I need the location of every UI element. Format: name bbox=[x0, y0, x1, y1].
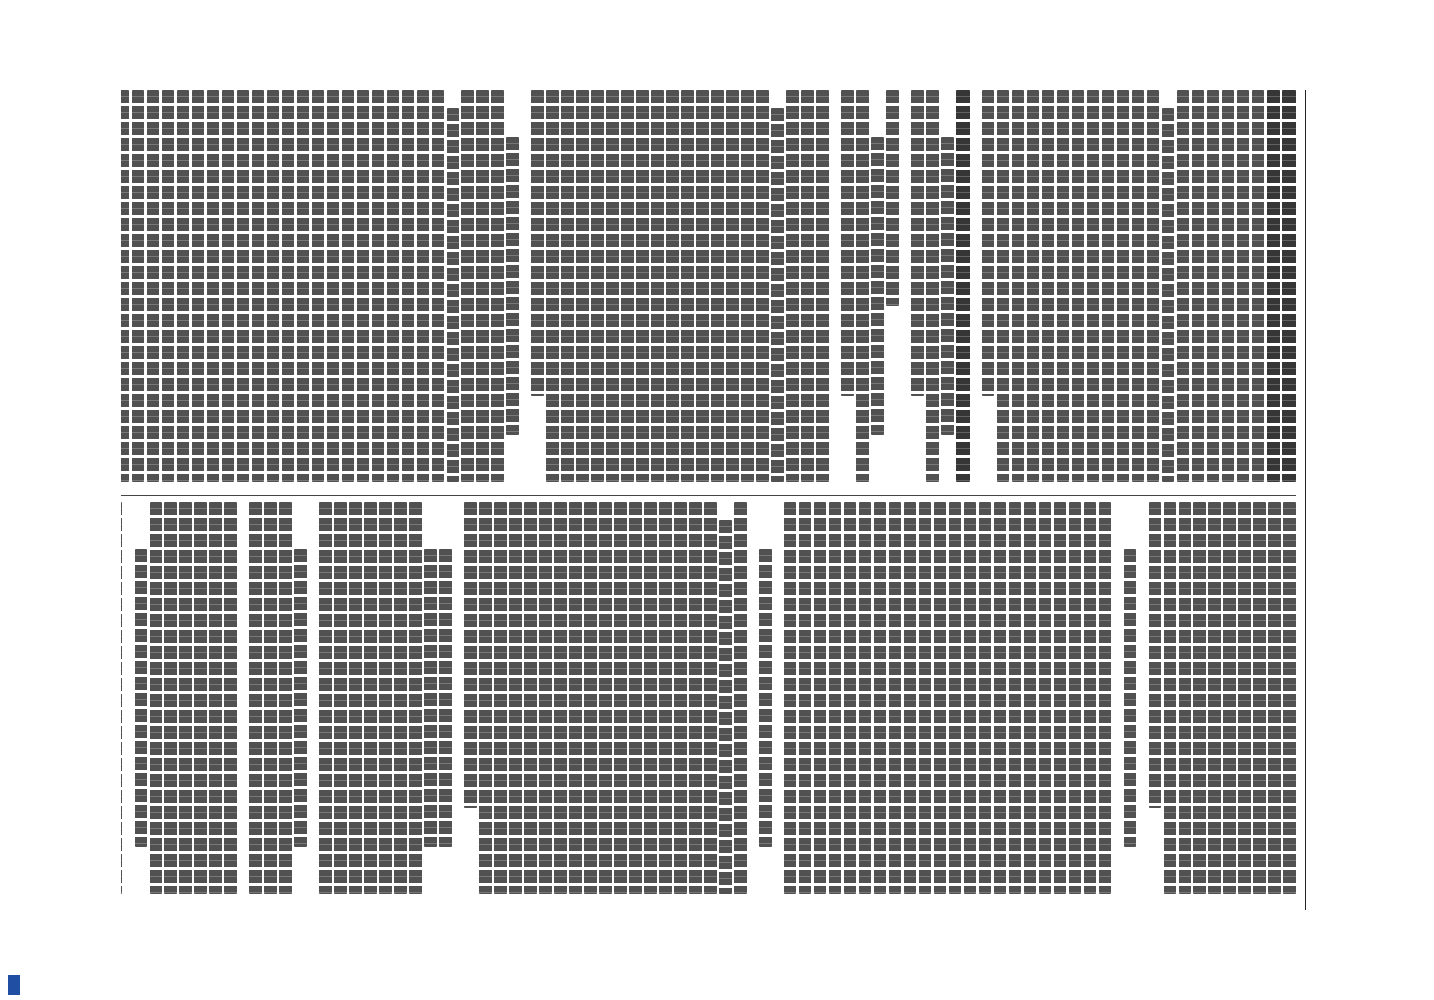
left-column-text-line bbox=[491, 90, 504, 482]
left-column-text-line bbox=[926, 90, 939, 482]
left-column-text-line bbox=[786, 90, 799, 482]
left-column-text-line bbox=[1252, 90, 1265, 482]
page-header bbox=[1305, 90, 1340, 910]
left-column-text-line bbox=[267, 90, 280, 482]
left-column-text-line bbox=[1132, 90, 1145, 482]
right-column-text-line bbox=[179, 502, 192, 894]
left-column-text-line bbox=[237, 90, 250, 482]
right-column-text-line bbox=[889, 502, 902, 894]
right-column-text-line bbox=[629, 502, 642, 894]
left-column-text-line bbox=[387, 90, 400, 482]
left-column-text-line bbox=[756, 90, 769, 482]
right-column-text-line bbox=[1179, 502, 1192, 894]
right-column-text-line bbox=[979, 502, 992, 894]
right-column-text-line bbox=[539, 502, 552, 894]
right-column-text-line bbox=[674, 502, 687, 894]
left-column-text-line bbox=[162, 90, 175, 482]
right-column-text-line bbox=[644, 502, 657, 894]
right-column-text-line bbox=[1164, 502, 1177, 894]
right-column-text-line bbox=[464, 502, 477, 808]
left-column-text-line bbox=[1087, 90, 1100, 482]
left-column-text-line bbox=[417, 90, 430, 482]
left-column-text-line bbox=[372, 90, 385, 482]
left-column-text-line bbox=[696, 90, 709, 482]
right-column-text-line bbox=[509, 502, 522, 894]
right-column-text-line bbox=[165, 502, 178, 894]
left-column-text-line bbox=[1117, 90, 1130, 482]
left-column-text-line bbox=[252, 90, 265, 482]
right-column-text-line bbox=[859, 502, 872, 894]
right-column-text-line bbox=[439, 549, 452, 847]
digitization-credit bbox=[6, 60, 22, 1000]
right-column-text-line bbox=[1223, 502, 1236, 894]
right-column-text-line bbox=[614, 502, 627, 894]
right-column-text-line bbox=[1194, 502, 1207, 894]
right-text-column bbox=[121, 502, 1296, 894]
right-column-text-line bbox=[1024, 502, 1037, 894]
right-column-text-line bbox=[1149, 502, 1162, 808]
right-column-text-line bbox=[494, 502, 507, 894]
right-column-text-line bbox=[224, 502, 237, 894]
left-column-text-line bbox=[651, 90, 664, 482]
left-column-text-line bbox=[342, 90, 355, 482]
left-column-text-line bbox=[1057, 90, 1070, 482]
right-column-text-line bbox=[814, 502, 827, 894]
left-column-text-line bbox=[462, 90, 475, 482]
left-column-text-line bbox=[591, 90, 604, 482]
right-column-text-line bbox=[904, 502, 917, 894]
right-column-text-line bbox=[1099, 502, 1112, 894]
left-column-text-line bbox=[222, 90, 235, 482]
left-column-text-line bbox=[711, 90, 724, 482]
right-column-text-line bbox=[949, 502, 962, 894]
scanned-page bbox=[110, 90, 1340, 910]
right-column-text-line bbox=[135, 549, 148, 847]
left-column-text-line bbox=[886, 90, 899, 306]
left-column-text-line bbox=[1027, 90, 1040, 482]
right-column-text-line bbox=[659, 502, 672, 894]
right-column-text-line bbox=[1283, 502, 1296, 894]
left-column-text-line bbox=[1012, 90, 1025, 482]
right-column-text-line bbox=[599, 502, 612, 894]
right-column-text-line bbox=[689, 502, 702, 894]
left-column-text-line bbox=[476, 90, 489, 482]
left-column-text-line bbox=[1207, 90, 1220, 482]
right-column-text-line bbox=[409, 502, 422, 894]
right-column-text-line bbox=[799, 502, 812, 894]
left-column-text-line bbox=[666, 90, 679, 482]
right-column-text-line bbox=[569, 502, 582, 894]
left-column-text-line bbox=[636, 90, 649, 482]
right-column-text-line bbox=[1054, 502, 1067, 894]
left-column-text-line bbox=[297, 90, 310, 482]
right-column-text-line bbox=[209, 502, 222, 894]
left-text-column bbox=[121, 90, 1296, 482]
left-column-text-line bbox=[1237, 90, 1250, 482]
right-column-text-line bbox=[554, 502, 567, 894]
left-column-text-line bbox=[327, 90, 340, 482]
dfg-logo-icon bbox=[8, 975, 20, 995]
left-column-text-line bbox=[911, 90, 924, 396]
right-column-text-line bbox=[584, 502, 597, 894]
right-column-text-line bbox=[1009, 502, 1022, 894]
right-column-text-line bbox=[150, 502, 163, 894]
right-column-text-line bbox=[964, 502, 977, 894]
left-column-text-line bbox=[432, 90, 445, 482]
right-column-text-line bbox=[334, 502, 347, 894]
right-column-text-line bbox=[1208, 502, 1221, 894]
right-column-text-line bbox=[379, 502, 392, 894]
right-column-text-line bbox=[1253, 502, 1266, 894]
right-column-text-line bbox=[279, 502, 292, 894]
left-column-text-line bbox=[1162, 108, 1175, 482]
left-column-text-line bbox=[621, 90, 634, 482]
right-column-text-line bbox=[121, 502, 122, 894]
left-column-text-line bbox=[447, 108, 460, 482]
left-column-text-line bbox=[506, 137, 519, 435]
left-column-text-line bbox=[1147, 90, 1160, 482]
left-column-text-line bbox=[997, 90, 1010, 482]
right-column-text-line bbox=[524, 502, 537, 894]
left-column-text-line bbox=[282, 90, 295, 482]
left-column-text-line bbox=[1177, 90, 1190, 482]
left-column-text-line bbox=[856, 90, 869, 482]
left-column-text-line bbox=[207, 90, 220, 482]
left-column-text-line bbox=[741, 90, 754, 482]
right-column-text-line bbox=[1238, 502, 1251, 894]
right-column-text-line bbox=[294, 549, 307, 847]
right-column-text-line bbox=[1124, 549, 1137, 847]
left-column-text-line bbox=[357, 90, 370, 482]
right-column-text-line bbox=[394, 502, 407, 894]
left-column-text-line bbox=[1283, 90, 1297, 482]
left-column-text-line bbox=[1192, 90, 1205, 482]
right-column-text-line bbox=[1039, 502, 1052, 894]
right-column-text-line bbox=[319, 502, 332, 894]
left-column-text-line bbox=[982, 90, 995, 396]
left-column-text-line bbox=[561, 90, 574, 482]
left-column-text-line bbox=[177, 90, 190, 482]
left-column-text-line bbox=[816, 90, 829, 482]
left-column-text-line bbox=[531, 90, 544, 396]
left-column-text-line bbox=[546, 90, 559, 482]
right-column-text-line bbox=[249, 502, 262, 894]
left-column-text-line bbox=[576, 90, 589, 482]
column-divider bbox=[121, 495, 1296, 496]
left-column-text-line bbox=[941, 137, 954, 435]
left-column-text-line bbox=[726, 90, 739, 482]
right-column-text-line bbox=[934, 502, 947, 894]
left-column-text-line bbox=[147, 90, 160, 482]
right-column-text-line bbox=[994, 502, 1007, 894]
right-column-text-line bbox=[424, 549, 437, 847]
right-column-text-line bbox=[829, 502, 842, 894]
right-column-text-line bbox=[1084, 502, 1097, 894]
right-column-text-line bbox=[479, 502, 492, 894]
left-column-text-line bbox=[1222, 90, 1235, 482]
left-column-text-line bbox=[681, 90, 694, 482]
right-column-text-line bbox=[784, 502, 797, 894]
right-column-text-line bbox=[1069, 502, 1082, 894]
left-column-text-line bbox=[841, 90, 854, 396]
right-column-text-line bbox=[264, 502, 277, 894]
right-column-text-line bbox=[874, 502, 887, 894]
right-column-text-line bbox=[844, 502, 857, 894]
right-column-text-line bbox=[704, 502, 717, 894]
scanned-page-wrapper bbox=[110, 90, 1340, 910]
right-column-text-line bbox=[1268, 502, 1281, 894]
right-column-text-line bbox=[734, 502, 747, 894]
right-column-text-line bbox=[194, 502, 207, 894]
left-column-text-line bbox=[312, 90, 325, 482]
left-column-text-line bbox=[402, 90, 415, 482]
left-column-text-line bbox=[801, 90, 814, 482]
right-column-text-line bbox=[919, 502, 932, 894]
right-column-text-line bbox=[719, 520, 732, 894]
left-column-text-line bbox=[771, 108, 784, 482]
left-column-text-line bbox=[121, 90, 129, 482]
left-column-text-line bbox=[871, 137, 884, 435]
left-column-text-line bbox=[1267, 90, 1281, 482]
right-column-text-line bbox=[364, 502, 377, 894]
right-column-text-line bbox=[349, 502, 362, 894]
left-column-text-line bbox=[606, 90, 619, 482]
left-column-text-line bbox=[1102, 90, 1115, 482]
left-column-text-line bbox=[1042, 90, 1055, 482]
right-column-text-line bbox=[759, 549, 772, 847]
left-column-text-line bbox=[956, 90, 970, 482]
left-column-text-line bbox=[1072, 90, 1085, 482]
left-column-text-line bbox=[192, 90, 205, 482]
left-column-text-line bbox=[132, 90, 145, 482]
